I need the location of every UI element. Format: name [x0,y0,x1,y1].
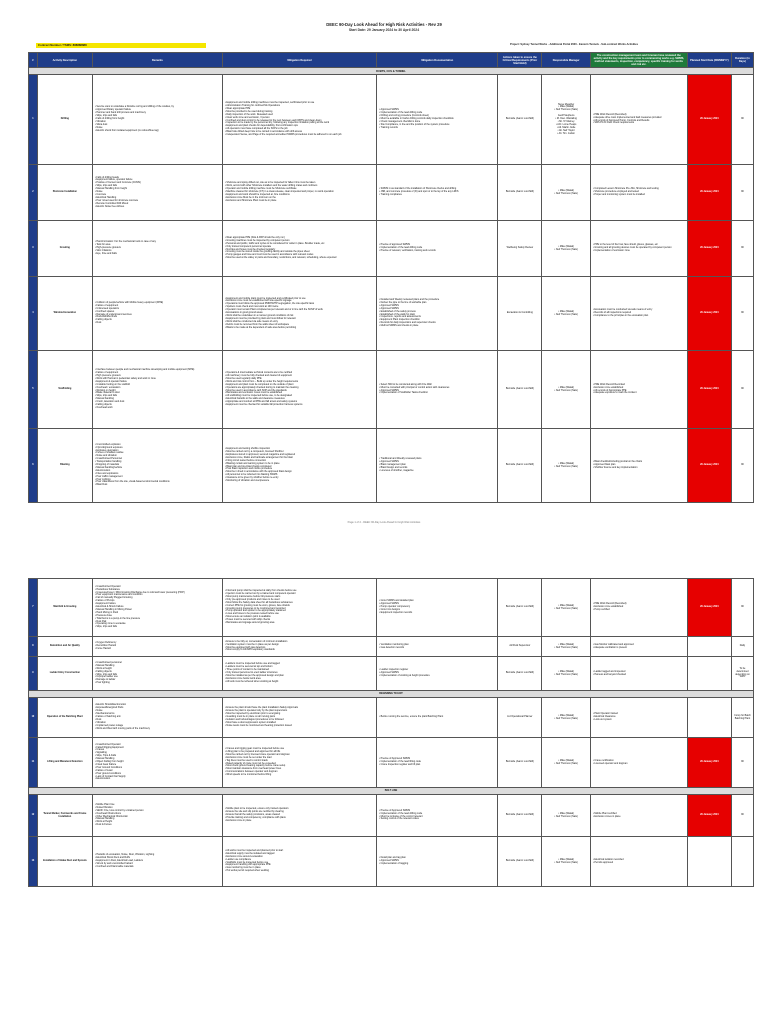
responsible-cell: • Mike (Watak) • Neil Thomson (Nats) [542,351,590,429]
activity-description: Shotcrete Installation [37,165,92,221]
responsible-cell: • Mike (Watak) • Neil Thomson (Nats) [542,738,590,788]
section-title: BEGINNING TO EXIT [29,691,754,698]
hold-points-cell: • Crane certification • Licensed operator and dogman [590,738,687,788]
remarks-cell: • Electric Shock/Electrocution • Exposed/Energized Parts • Noise • Mechanical arms • Failure of batching arm • Dust • Vibration • Unplanned power outage • Work and lifted with moving parts of the machinery [92,698,222,738]
mitigation-cell: • Ladders must be inspected before use and tagged • Ladders must be secured at top and bottom • Three points of contact to be maintained • Only trained personnel to erect ladder structures • Must be installed as per the approved design and plan • Exclusion zone below work area • All tools must be tethered when working at height [222,657,376,691]
section-row [29,68,754,75]
remarks-cell: • Unauthorized Operator • Failed Rigging Equipment • Cranes • Signalling • Slips, Trips & Falls • Manual Handling • Object Falling from height • Fixed Gear Failure • Poor Ground Conditions • Failure of Load • Poor ground conditions • Lack of Contact that Supply • Electrocution [92,738,222,788]
mitigation-cell: • Equipment and mobile plant must be inspected and certificated prior to use • Exclusion zone must be established with site-specific signage • Operators must follow the approved PMDH/MTP segregation, the site-specific laws • Spotters must check and must work at 100 metre • Operator must remain Plant completed as per relevant and or in line with the SCNP of work • Excavations in good ground areas • Work shall be undertaken in a manner ground conditions of risk • Equipment must be provided by plant and must follow for relevant • Work shall be conducted via safe means of entry • Debris must be removed from the walls sheet of workspace • Blasts to be made at the dependent of safe area before permitting [222,277,376,351]
mitigation-cell: • Ensure to be fully at, conversation of minimum installation • Ventilation system must be in place as per design • Must be equipped with gas detectors • Must comply to AS/NZS respiratory standards [222,637,376,657]
responsible-cell: • Mike (Watak) • Neil Thomson (Nats) [542,579,590,637]
row-number: 8 [29,637,38,657]
duration-cell: 90 [731,277,753,351]
activity-description: Manifold & Grouting [37,579,92,637]
risk-table-page-2 [28,578,754,887]
table-row [29,75,754,165]
table-header-row [29,53,754,68]
activity-description: Lifting and Manutenz Detection [37,738,92,788]
hold-points-cell: • PPE to the level of the how, face shield, gloves, glasses, etc • Grouting and all grouting devices must be operated by competent person • Implementation of exclusion zone [590,221,687,277]
before-start-cell: Wellbeing Safety Review [498,221,542,277]
remarks-cell: • Oxygen Deficiency • Demolition Hazard • Fume Hazard [92,637,222,657]
duration-cell: To be determined depending on WPO [731,657,753,691]
row-number: 11 [29,738,38,788]
table-row [29,698,754,738]
hold-points-cell: • PRE Work Record (Recorded) • Adequate drive main implemented and fault measures provided • All records of Approved Pump, Controls and Results • SMS PCJC Dust Check requirements [590,75,687,165]
col-header-planned-date: Planned Start Date (DD/MM/YY) [687,53,731,68]
before-start-cell: Burnside (Aaron Lunchkill) [498,837,542,887]
mitigation-docs-cell: • Ladder inspection register • Approved SWMS • Implementation of working at height procedure [377,657,498,691]
duration-cell: 90 [731,75,753,165]
table-row [29,579,754,637]
duration-cell: 90 [731,738,753,788]
col-header-remarks: Remarks [92,53,222,68]
mitigation-cell: • Shotcrete and spray drilled out, site as to be inspected for fallen trims must be taken • Work, accord with other Shotcrete installers and the water drilling crates and confiners • Operator and mobile drilling machine must be Shotcrete certificate • Machine cleaned for shotcrete (CT) in a clean-release, clean inspected and proper, no work operation • Equipment and work should be inspected at, fore conditions • Exclusion zone Must be in the minimum on the • Exclusion and Shotcrete Plant must be in place [222,165,376,221]
table-row [29,738,754,788]
table-row [29,837,754,887]
planned-date-cell: 29 January 2024 [687,221,731,277]
before-start-cell: Burnside (Aaron Lunchkill) [498,657,542,691]
activity-description: Scaffolding [37,351,92,429]
planned-date-cell [687,837,731,887]
before-start-cell: Air/Fluid Supervisor [498,637,542,657]
table-row [29,795,754,837]
mitigation-docs-cell: • Traditional and Weekly reviewed plans • Approved SWMS • Blast management plan • Blast Design and records • Licences of shotfirer, magazine [377,429,498,503]
planned-date-cell [687,657,731,691]
responsible-cell: • Mike (Watak) • Neil Thomson (Nats) [542,165,590,221]
duration-cell: 90 [731,579,753,637]
table-row [29,657,754,691]
row-number: 6 [29,429,38,503]
hold-points-cell: • Ladder tagged and inspected • Harness and lanyard checked [590,657,687,691]
responsible-cell: Steve Meagher • Mike (Watak) • Neil Thomson (Nats) Geoff Stephens • M. Kleo. Wantaling • Mr. 'D' Marney • ACI. Lorne Heaps • Alt. Martin Jodie • Alt. Neil' Taylor • Alt. Tim. Jodion [542,75,590,165]
planned-date-cell [687,637,731,657]
col-header-before-start: Actions taken to ensure the Critical Requirements (Prior Start/Hold) [498,53,542,68]
before-start-cell: Burnside (Aaron Lunchkill) [498,738,542,788]
table-row [29,221,754,277]
remarks-cell: • Unauthorized Operator • Hazardous Substance • Unsecured layer / DNA Grouting Discharge due to cold and lower pressuring (HOP) • Poor equipment maintenance and condition • Fail of manually Plugged Grouting • Failure of Pumps • Equipment Failure • Electrical & Shock Failure • Manual Handling in Mixing Power • Hand Mixing in Fluid • Pressure-hose • Tidal burns is a pump-in the line pressure • Dust Pad • Operating zone to excavate • Slips, trips and falls [92,579,222,637]
row-number: 12 [29,795,38,837]
section-title: DUBTS, CCS & TUNNEL [29,68,754,75]
responsible-cell: • Mike (Watak) • Neil Thomson (Nats) [542,637,590,657]
before-start-cell: Burnside (Aaron Lunchkill) [498,165,542,221]
col-header-responsible: Responsible Manager [542,53,590,68]
hold-points-cell: • Plant Operator trained • Electrical Clearance • Lock-out system [590,698,687,738]
contract-number-label: Contract Number / TSMS: 888888888 [36,43,206,48]
table-row [29,351,754,429]
mitigation-cell: • Wear appropriate PPE (FLE & FRP should be only run) • Grouting machines must be inspected by competent person • Personal and public, traffic and cycles to be considered for outlet in place. Boulder made, etc • Only trained competent personnel operate • Nozzles and hoses must be checked regularly • Grouting must be stored inside the grouting-facility and outside the pipes sheet • Pump gauges and hose and mud must be used in accordance with relevant codes • Must be used at the valley or parts and boundary, restrictions, and relevant, scheduling, where expected [222,221,376,277]
table-row [29,165,754,221]
activity-description: Blasting [37,429,92,503]
responsible-cell: • Mike (Watak) • Neil Thomson (Nats) [542,837,590,887]
planned-date-cell: 29 January 2024 [687,351,731,429]
planned-date-cell: 29 January 2024 [687,75,731,165]
activity-description: Installation of Intake Duct and Sprouts [37,837,92,887]
mitigation-docs-cell: • Ventilation monitoring plan • Gas detection records [377,637,498,657]
mitigation-docs-cell: • SWMS in as standard of the installation of Shotcrete checks and drilling • JSB, and concrete procedure 2 (D) and spot or to the lay of the any LRFS • Training compliance [377,165,498,221]
planned-date-cell [687,698,731,738]
planned-date-cell: 29 January 2024 [687,165,731,221]
hold-points-cell: • PRE Work Record Recorded • Exclusion zone established • All records of Appropriate PPE • Adequate exposure to mark the incident [590,351,687,429]
hold-points-cell: • Electrical isolation recorded • Permits approved [590,837,687,887]
mitigation-docs-cell: • Before running the service, ensure the plant Batching Plant [377,698,498,738]
activity-description: Drilling [37,75,92,165]
col-header-hold-points: The construction management team and foreman have reviewed the activity and the key requirements prior to commencing works e.g. SWMS, method statements, inspection, competency, specific training for works and risk etc. [590,53,687,68]
mitigation-docs-cell: • Precise of approved SWMS • Implementation of the lead drilling code • Precise of relevant, verification, training and records [377,221,498,277]
hold-points-cell: • Blast checklist/including pretrial on the charts • Approved blast plan • Shotfirer licence and key implementation [590,429,687,503]
before-start-cell: Burnside (Aaron Lunchkill) [498,429,542,503]
remarks-cell: • Collision of people/vehicle with Mobile heavy equipment (MHE) • Failure of equipment • Unlicensed operators • Confined spaces • Damage of underground services • Rock/soil/Mud lines • Falling objects • Dust [92,277,222,351]
remarks-cell: • Uncontrolled explosion • Flyrock/ground exposure • Explosive detonation • Fumes of shallow residue • Noise and vibration • Unauthorised Personnel • Transportation handling • Dropping of materials • Manual handling/vehicle • Electrocution • Fires and explosions • Poor traffic management • Poor Lighting • Poor cleanliness from the site, visual-based environmental conditions • Blast Dust [92,429,222,503]
row-number: 10 [29,698,38,738]
row-number: 9 [29,657,38,691]
col-header-duration: Duration (in Days) [731,53,753,68]
row-number: 13 [29,837,38,887]
col-header-mitigation: Mitigation Required [222,53,376,68]
mitigation-docs-cell: • Approved SWMS • Implementation of the lead drilling code • Drilling and coring procedure (Controls sheet) • Must be available in Carbo drilling controls daily inspection checklists • Check management checklist is done • Site Compliance, in line and the position of the system procedure • Training records [377,75,498,165]
page-title: DEEC 90-Day Look Ahead for High Risk Activities - Rev 29 [326,22,442,27]
activity-description: Operation of the Batching Plant [37,698,92,738]
remarks-cell: • Service vans to undertake a Flowline coring and drilling of the cavities, by • Approved Rotary operator failure • Hammer and hand drill process and machinery • Slips, trips and falls • Falls of drilling from height • Vibration • Silica dust • Noise • Electric shock from isolated equipment (no colour/blue tag) [92,75,222,165]
before-start-cell: Excavation & Controlling [498,277,542,351]
responsible-cell: • Mike (Watak) • Neil Thomson (Nats) [542,277,590,351]
row-number: 1 [29,75,38,165]
planned-date-cell: 29 January 2024 [687,579,731,637]
activity-description: Tunnel Marker, Formworks and Frame Installation [37,795,92,837]
mitigation-cell: • Equipment and testing shotfire inspection • Must be carried out by a competent, licensed Shotfirer • Explosives stored in approved, secured magazine and registered • Exclusion zone, Radio and barricade arrangement for the blast • Firing circuit tested before connection • Blasting curtain and warning system to be in place • Blast plan and pre-blast checks completed • Post blast inspection and misfire procedure • Must be in lined in accordance with the approved blast design • All personnel to be inducted into blasting SWMS • Clearance to be given by shotfirer before re-entry • Monitoring of vibration and overpressure [222,429,376,503]
planned-date-cell: 29 January 2024 [687,429,731,503]
mitigation-cell: • Fluid and pump shall be inspected at daily from checks before use • Injection must be carried out by a trained and competent operator • Must pump maintenance before full-pressure starts • Only pre-approved products and mixes to be used • Must follow the Safety data sheet for all hazardous substances • Correct PPE for grouting must be worn, gloves, face shields • Grouting pump pressures to be monitored and recorded • Pump operator and spotter to be appropriately stationed • Lines and hoses to be pressure tested before use • Must ensure an isolation point is available • Hoses must be secured with whip checks • Barricades and signage around grouting area [222,579,376,637]
table-body-page-2 [29,579,754,887]
hold-points-cell: • PRE Work Record (Recorded) • Exclusion zone established • Pump certified [590,579,687,637]
remarks-cell: • Hard-Formation: For the mechanical tools in case of any • Tank for area • High-pressure grouters • Skin irritations • Eye, Fine and Falls [92,221,222,277]
row-number: 2 [29,165,38,221]
hold-points-cell: • Gas Monitor calibrated and approved • Adequate ventilation is present [590,637,687,657]
col-header-num: # [29,53,38,68]
responsible-cell: • Mike (Watak) • Neil Thomson (Nats) [542,795,590,837]
mitigation-cell: • Cranes and rigging gear must be inspected before use • Lifting plan to be prepared and approved for all lifts • Must be carried out by licensed crane operator and dogman • Exclusion zone must be set under the load • Tag lines must be used to control loads • Rated capacity of crane must not be exceeded • Must check ground bearing capacity before crane setup • Must maintain clearance from overhead power lines • Communications between operator and dogman • Wind speeds to be monitored before lifting [222,738,376,788]
responsible-cell: • Mike (Watak) • Neil Thomson (Nats) [542,657,590,691]
duration-cell: 90 [731,795,753,837]
duration-cell: Comp for Batch Batching Plant [731,698,753,738]
row-number: 7 [29,579,38,637]
mitigation-cell: • Equipment and mobile drilling machines must be inspected, certificated prior to use • Administration Training for confined Ms Operations • Wear appropriate PPE • Must be provided to be used during training • Daily inspection of the work. Resealed used • Clear work zone and exclusion, 3 person • Confined and dust control to be released to the next between each DBTS and clean-down • Inspection to be made by the personnel dry, following any inspection limitation pulling all the work • Equipment and plant checks for dependability, first confirmation ops • All operators must have completed all the SOPs to the job • Blast hole drilled deep hole to be carried in accordance with drill access • Independent Sense, and Page of the required accredited SWMS procedures must be adhered to on each job [222,75,376,165]
remarks-cell: • Mobile Plant Use • Noise/Vibration • SEOF: Fire, loss control by untrained person • Overhead Obstructions • Other Mechanical Obstruction • Manual Handling • Work at Height • Dust & Fumes [92,795,222,837]
remarks-cell: • Hazards of excavation, Noise, Dust, Vibration, Lighting • Electrical Shock Dent and Ruffs • Equipment in Dust, Electrical Load, Ladders • Struck by and uncontrolled hazard • Confined and Flammable materials [92,837,222,887]
activity-description: Grouting [37,221,92,277]
mitigation-docs-cell: • Detail plan and tag plan • Approved SWMS • Implementation of tagging [377,837,498,887]
mitigation-docs-cell: • Grout SWMS and detailed plan • Approved SWMS • Pump operator competency • Grout mix designs • Equipment inspection records [377,579,498,637]
activity-description: Window Excavation [37,277,92,351]
duration-cell [731,837,753,887]
hold-points-cell: • Completed Lesson Shotcrete Pre-JSA, Shotcrete and testing • Shotcrete procedure employed and tested • Proper and monitoring system must be installed [590,165,687,221]
planned-date-cell: 29 January 2024 [687,277,731,351]
table-row [29,637,754,657]
mitigation-docs-cell: • Precise of Approved SWMS • Implementation of the lead lifting code • Crane Inspection register and lift plan [377,738,498,788]
mitigation-docs-cell: • Precise of Approved SWMS • Implementation of the lead drilling code • Must be inclusive of the control relevant • Setting control of the relevant codes [377,795,498,837]
col-header-activity: Activity Description [37,53,92,68]
duration-cell: Daily [731,637,753,657]
page-footer: Page 1 of 2 - DEEC 90-Day Look Ahead for High Risk Activities [347,521,421,524]
col-header-mitigation-docs: Mitigation Documentation [377,53,498,68]
responsible-cell: • Mike (Watak) • Neil Thomson (Nats) [542,698,590,738]
table-row [29,277,754,351]
responsible-cell: • Mike (Watak) • Neil Thomson (Nats) [542,221,590,277]
row-number: 5 [29,351,38,429]
table-row [29,429,754,503]
section-row [29,788,754,795]
duration-cell: 90 [731,351,753,429]
remarks-cell: • Falls of drilling heads • Equipment failure, operator failure • Positive of Cement and Concrete (CCMS) • Slips, trips and falls • Manual Handling from height • Noise • Concrete • Electrical Handling • Poor mixed used for shotcrete concrete • Remote Controlled Drill Mixed • Electric Noise free Airlines [92,165,222,221]
mitigation-cell: • Mobile plant to be inspected, ensure only trained operators • Ensure the site and slip points are rectified by clearing • Ensure that all the safety provisions, areas cleared • Provide training and competency, compliance with plans • Exclusion zone in place [222,795,376,837]
page-subtitle: Start Date: 29 January 2024 to 30 April 2024 [348,28,420,32]
activity-description: Ladder Entry Construction [37,657,92,691]
hold-points-cell: • Excavation must be conducted via safe means of entry • Records of all inspections required • Compliance to the principles in the excavation plan [590,277,687,351]
risk-table-page-1 [28,52,754,503]
mitigation-cell: • Ensure the plant should have the plant Installation Safety Approvals • Ensure the plant is operated only by the plant supervisors • Must be inspected by electrician prior to energising • Guarding must be in place on all moving parts • Isolation and lockout/tagout procedures to be followed • Must have a dust suppression system installed • Noise levels must be monitored and hearing protection issued [222,698,376,738]
hold-points-cell: • Mobile Plant certified • Exclusion zones in place [590,795,687,837]
project-label: Project: Sydney Tunnel Works - Additional Portal 2020 - Eastern Tunnels - Sub-contract Works Activities [510,43,639,46]
before-start-cell: Burnside (Aaron Lunchkill) [498,795,542,837]
before-start-cell: Burnside (Aaron Lunchkill) [498,75,542,165]
remarks-cell: • Unauthorised personnel • Manual Handling • Work at height • Falling objects • Slips, trips and falls • Improper ladder use • Damage to ladder • Poor lighting [92,657,222,691]
row-number: 3 [29,221,38,277]
remarks-cell: • Interface between people and mechanical machine developing and mobile equipment (MHE) • Failure of equipment • High pressure grouters • Work with Hazmat in pedestrian safety and work in zone • Equipment & operator failure • Unstable footing on the scaffold • Overhead / excavation • Working on height • Blade material to dust • Slips, trips and falls • Manual handling • Crush, laceration and dust • Falling objects • Overhead work [92,351,222,429]
section-row [29,691,754,698]
duration-cell: 90 [731,221,753,277]
before-start-cell: Burnside (Aaron Lunchkill) [498,351,542,429]
before-start-cell: Burnside (Aaron Lunchkill) [498,579,542,637]
before-start-cell: Ltd Operational Planner [498,698,542,738]
table-body-page-1 [29,75,754,503]
mitigation-docs-cell: • Select SWI to be conducted along with Fire Wall • Must be consulted with principal or control action with clearances • Approved SWMS • Implementation of Scaffolder Tasks checklist [377,351,498,429]
mitigation-docs-cell: • Detailed and Weekly reviewed plans and the procedure • Deliver the pipe to the line of workable plan • Approved SWMS • Approved SWMS • Established of the safety process • Established of the walls for plant • Inspections, reports and assessments • Equipment Plant inspection checklist • Records for daily inspections and supervisor checks • Method SWMS and checks in place [377,277,498,351]
planned-date-cell: 29 January 2024 [687,795,731,837]
responsible-cell: • Mike (Watak) • Neil Thomson (Nats) [542,429,590,503]
row-number: 4 [29,277,38,351]
activity-description: Demolition and Air Quality [37,637,92,657]
planned-date-cell: 29 January 2024 [687,738,731,788]
duration-cell: 90 [731,429,753,503]
mitigation-cell: • All works must be inspected and planned prior to start • Electrical supply must be isolated and tagged • Exclusion zone around excavation • Ladder use compliance • Scaffolds must be inspected before use • Equipment handling with appropriate PPE • Gas monitoring must be in place • Hot works permit required when welding [222,837,376,887]
section-title: BOLT LINE [29,788,754,795]
duration-cell: 90 [731,165,753,221]
mitigation-cell: • Operators & intermediate technical contents are to be certified • All machinery must be fully checked and cleared of equipment • Must be used regularly daily PPE • Work and risk control from – Build up under the height requirements • Equipment and plant must be completed on the outside of plant • Operators are appropriately checked during to maintain the cleaning • Must be used in accordance with SOP and the standards • Barricades and exclusion zones must be established • All scaffolding must be inspected before use, to be designated • Electrical hazards to the walls and clearance measures • Appropriate and conduct all PPE and fall arrest and safety systems • Equipment must be checked for suitable fall protection harness systems [222,351,376,429]
